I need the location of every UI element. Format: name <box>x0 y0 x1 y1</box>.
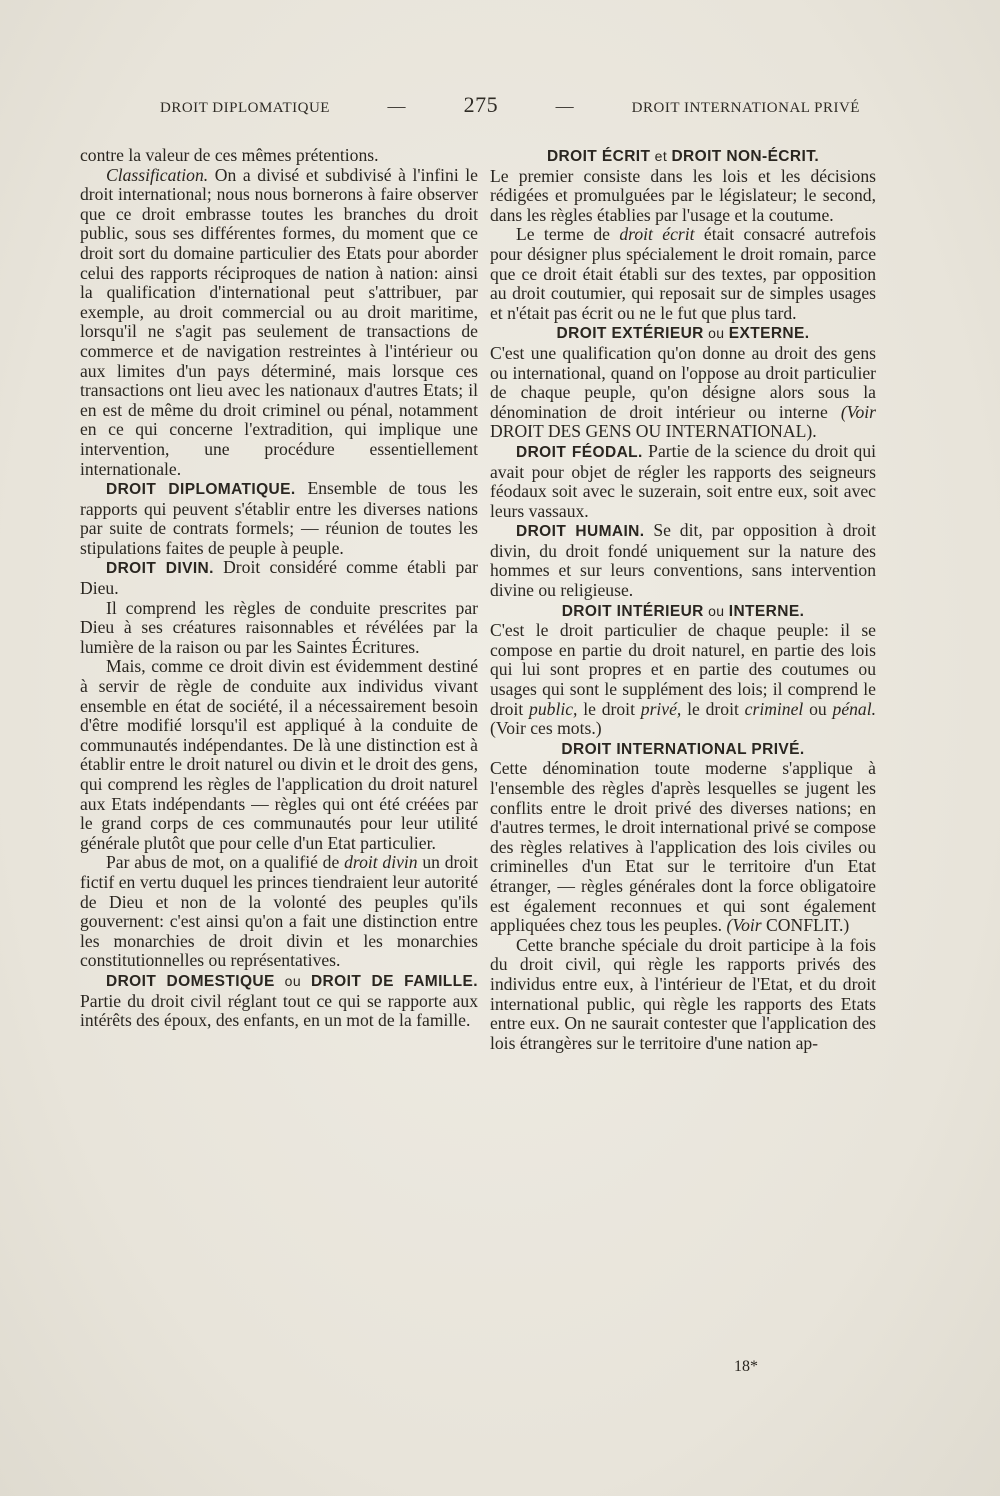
header-dash-right: — <box>555 96 575 116</box>
headword: DROIT DIPLOMATIQUE. <box>106 481 296 499</box>
headword: DROIT DIVIN. <box>106 560 214 578</box>
headword: DROIT FÉODAL. <box>516 443 643 461</box>
page-number: 275 <box>463 92 499 117</box>
paragraph: Cette branche spéciale du droit participe à la fois du droit civil, qui règle les rapports privés des individus entre eux, à l'intérieur de l'Etat, et du droit international public, qui règle les rapports des Etats entre eux. On ne saurait contester que l'application des lois étrangères sur le territoire d'une nation ap- <box>490 934 876 1053</box>
headword: DROIT EXTÉRIEUR <box>556 325 704 343</box>
paragraph: Cette dénomination toute moderne s'applique à l'ensemble des règles d'après lesquelles se jugent les conflits entre le droit privé des diverses nations; en d'autres termes, le droit international privé se compose des règles relatives à l'application des lois civiles ou criminelles d'un Etat sur le territoire d'un Etat étranger, — règles générales dont la force obligatoire est également reconnues et qui sont également appliquées chez tous les peuples. (Voir CONFLIT.) <box>490 758 876 936</box>
header-right: DROIT INTERNATIONAL PRIVÉ <box>631 100 860 116</box>
entry-droit-divin: DROIT DIVIN. Droit considéré comme établi par Dieu. <box>80 557 478 599</box>
header-left: DROIT DIPLOMATIQUE <box>160 100 330 116</box>
paragraph: Mais, comme ce droit divin est évidemment destiné à servir de règle de conduite aux individus vivant ensemble en état de société, il a nécessairement besoin d'être modifié lorsqu'il est appliqué à la conduite de communautés indépendantes. De là une distinction est à établir entre le droit naturel ou divin et le droit des gens, qui comprend les règles de l'application du droit naturel aux Etats indépendants — règles qui ont été créées par le grand corps de ces communautés pour leur utilité générale plutôt que pour celle d'un Etat particulier. <box>80 656 478 853</box>
running-header <box>160 92 860 122</box>
paragraph: C'est une qualification qu'on donne au droit des gens ou international, quand on l'oppose au droit particulier de chaque peuple, qu'on désigne alors sous la dénomination de droit intérieur ou interne (Voir DROIT DES GENS OU INTERNATIONAL). <box>490 342 876 442</box>
paragraph: Le terme de droit écrit était consacré autrefois pour désigner plus spécialement le droit romain, parce que ce droit était établi sur des textes, par opposition au droit coutumier, qui reposait sur de simples usages et n'était pas écrit ou ne le fut que plus tard. <box>490 224 876 323</box>
headword: DROIT DOMESTIQUE <box>106 972 275 990</box>
right-column <box>490 146 876 1053</box>
entry-droit-diplomatique: DROIT DIPLOMATIQUE. Ensemble de tous les rapports qui peuvent s'établir entre les diverses nations par suite de contrats formels; — réunion de toutes les stipulations faites de peuple à peuple. <box>80 478 478 558</box>
headword: DROIT INTÉRIEUR <box>561 602 704 620</box>
headword: INTERNE. <box>728 602 805 620</box>
headword: DROIT HUMAIN. <box>516 523 645 541</box>
classification-label: Classification. <box>106 164 209 185</box>
entry-droit-feodal: DROIT FÉODAL. Partie de la science du droit qui avait pour objet de régler les rapports des seigneurs féodaux soit avec le suzerain, soit entre eux, soit avec leurs vassaux. <box>490 440 877 521</box>
left-column <box>80 146 478 1031</box>
paragraph: Il comprend les règles de conduite prescrites par Dieu à ses créatures raisonnables et révélées par la lumière de la raison ou par les Saintes Écritures. <box>80 597 478 657</box>
headword: EXTERNE. <box>728 325 810 343</box>
entry-droit-international-prive-head <box>490 739 876 760</box>
entry-droit-exterieur-head: DROIT EXTÉRIEUR ou EXTERNE. <box>556 325 810 343</box>
header-dash-left: — <box>387 96 407 116</box>
entry-droit-interieur-head: DROIT INTÉRIEUR ou INTERNE. <box>561 602 805 620</box>
headword: DROIT NON-ÉCRIT. <box>671 148 820 165</box>
headword: DROIT INTERNATIONAL PRIVÉ. <box>561 740 805 758</box>
entry-droit-humain: DROIT HUMAIN. Se dit, par opposition à droit divin, du droit fondé uniquement sur la nature des hommes et sur leurs conventions, sans intervention divine ou religieuse. <box>490 520 876 601</box>
entry-droit-domestique: DROIT DOMESTIQUE ou DROIT DE FAMILLE. Partie du droit civil réglant tout ce qui se rapporte aux intérêts des époux, des enfants, en un mot de la famille. <box>80 972 478 1031</box>
paragraph: C'est le droit particulier de chaque peuple: il se compose en partie du droit naturel, en partie des lois qui lui sont propres et en partie des coutumes ou usages qui sont le supplément des lois; il comprend le droit public, le droit privé, le droit criminel ou pénal. (Voir ces mots.) <box>490 620 877 739</box>
paragraph: Par abus de mot, on a qualifié de droit divin un droit fictif en vertu duquel les princes tiendraient leur autorité de Dieu et non de la volonté des peuples qu'ils gouvernent: c'est ainsi qu'on a fait une distinction entre les monarchies de droit divin et les monarchies constitutionnelles ou représentatives. <box>80 852 478 971</box>
paragraph: Le premier consiste dans les lois et les décisions rédigées et promulguées par le législateur; le second, dans les règles établies par l'usage et la coutume. <box>490 165 876 225</box>
continued-text: contre la valeur de ces mêmes prétentions. <box>80 145 379 165</box>
entry-droit-ecrit-head: DROIT ÉCRIT et DROIT NON-ÉCRIT. <box>546 148 820 165</box>
signature-mark: 18* <box>734 1358 758 1375</box>
classification-paragraph: Classification. On a divisé et subdivisé à l'infini le droit international; nous nous bornerons à faire observer que ce droit embrasse toutes les branches du droit public, sous ses différentes formes, du moment que ce droit sort du domaine particulier des Etats pour aborder celui des rapports réciproques de nation à nation: ainsi la qualification d'international peut s'attribuer, par exemple, au droit commercial ou au droit maritime, lorsqu'il ne s'agit pas seulement de transactions de commerce et de navigation restreintes à l'intérieur ou aux limites d'un pays déterminé, mais lorsque ces transactions ont lieu avec les nationaux d'autres Etats; il en est de même du droit criminel ou pénal, notamment en ce qui concerne l'extradition, qui implique une intervention, une procédure essentiellement internationale. <box>80 164 478 479</box>
headword: DROIT DE FAMILLE. <box>310 972 478 990</box>
headword: DROIT ÉCRIT <box>546 148 651 165</box>
